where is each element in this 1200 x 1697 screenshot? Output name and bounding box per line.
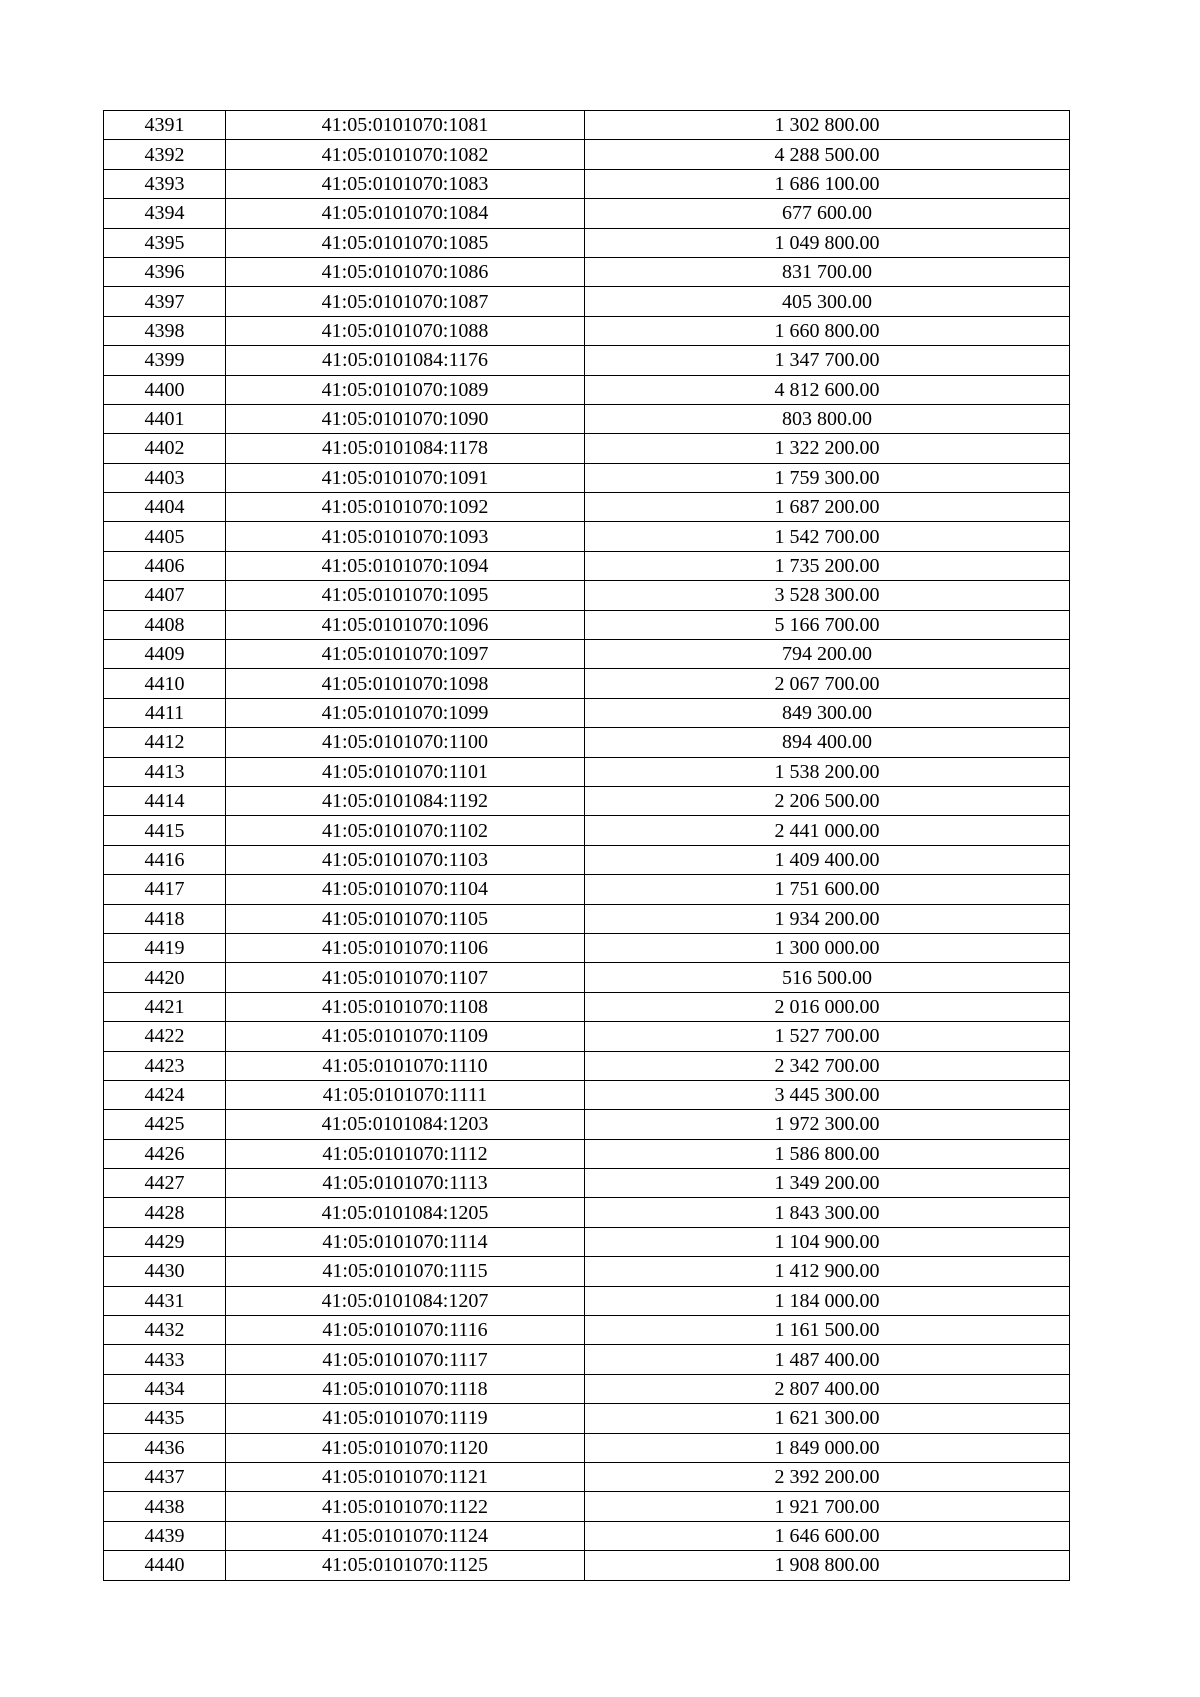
row-number-cell: 4432 <box>104 1316 226 1345</box>
cadastral-number-cell: 41:05:0101070:1110 <box>226 1051 585 1080</box>
table-row <box>104 581 1070 610</box>
cadastral-number-cell: 41:05:0101084:1205 <box>226 1198 585 1227</box>
cadastral-value-cell: 1 646 600.00 <box>585 1521 1070 1550</box>
cadastral-number-cell: 41:05:0101084:1178 <box>226 434 585 463</box>
row-number-cell: 4411 <box>104 698 226 727</box>
row-number-cell: 4435 <box>104 1404 226 1433</box>
cadastral-value-cell: 516 500.00 <box>585 963 1070 992</box>
table-row <box>104 757 1070 786</box>
cadastral-value-cell: 1 349 200.00 <box>585 1169 1070 1198</box>
cadastral-value-cell: 1 751 600.00 <box>585 875 1070 904</box>
table-row <box>104 1433 1070 1462</box>
row-number-cell: 4421 <box>104 992 226 1021</box>
table-row <box>104 1051 1070 1080</box>
cadastral-value-cell: 894 400.00 <box>585 728 1070 757</box>
table-row <box>104 111 1070 140</box>
row-number-cell: 4429 <box>104 1227 226 1256</box>
row-number-cell: 4427 <box>104 1169 226 1198</box>
cadastral-value-cell: 1 735 200.00 <box>585 551 1070 580</box>
table-row <box>104 1462 1070 1491</box>
row-number-cell: 4396 <box>104 257 226 286</box>
table-row <box>104 434 1070 463</box>
cadastral-value-cell: 2 206 500.00 <box>585 786 1070 815</box>
cadastral-number-cell: 41:05:0101070:1107 <box>226 963 585 992</box>
cadastral-value-cell: 1 161 500.00 <box>585 1316 1070 1345</box>
cadastral-number-cell: 41:05:0101084:1203 <box>226 1110 585 1139</box>
cadastral-value-cell: 1 412 900.00 <box>585 1257 1070 1286</box>
cadastral-value-cell: 1 487 400.00 <box>585 1345 1070 1374</box>
cadastral-number-cell: 41:05:0101070:1082 <box>226 140 585 169</box>
cadastral-value-cell: 3 445 300.00 <box>585 1080 1070 1109</box>
cadastral-number-cell: 41:05:0101070:1092 <box>226 493 585 522</box>
table-row <box>104 1345 1070 1374</box>
table-row <box>104 640 1070 669</box>
cadastral-number-cell: 41:05:0101070:1124 <box>226 1521 585 1550</box>
cadastral-value-cell: 1 843 300.00 <box>585 1198 1070 1227</box>
table-row <box>104 1022 1070 1051</box>
cadastral-number-cell: 41:05:0101070:1103 <box>226 845 585 874</box>
table-row <box>104 1227 1070 1256</box>
cadastral-number-cell: 41:05:0101070:1096 <box>226 610 585 639</box>
cadastral-value-cell: 1 184 000.00 <box>585 1286 1070 1315</box>
cadastral-number-cell: 41:05:0101070:1121 <box>226 1462 585 1491</box>
cadastral-value-table <box>103 110 1070 1581</box>
cadastral-number-cell: 41:05:0101070:1113 <box>226 1169 585 1198</box>
table-row <box>104 463 1070 492</box>
table-row <box>104 1080 1070 1109</box>
cadastral-number-cell: 41:05:0101070:1117 <box>226 1345 585 1374</box>
table-row <box>104 375 1070 404</box>
cadastral-number-cell: 41:05:0101070:1122 <box>226 1492 585 1521</box>
cadastral-value-cell: 1 759 300.00 <box>585 463 1070 492</box>
cadastral-value-cell: 4 812 600.00 <box>585 375 1070 404</box>
row-number-cell: 4394 <box>104 199 226 228</box>
row-number-cell: 4395 <box>104 228 226 257</box>
table-row <box>104 698 1070 727</box>
table-row <box>104 1492 1070 1521</box>
table-row <box>104 140 1070 169</box>
cadastral-value-cell: 1 908 800.00 <box>585 1551 1070 1580</box>
row-number-cell: 4414 <box>104 786 226 815</box>
row-number-cell: 4408 <box>104 610 226 639</box>
cadastral-number-cell: 41:05:0101070:1118 <box>226 1374 585 1403</box>
table-row <box>104 316 1070 345</box>
cadastral-number-cell: 41:05:0101070:1094 <box>226 551 585 580</box>
row-number-cell: 4418 <box>104 904 226 933</box>
row-number-cell: 4409 <box>104 640 226 669</box>
cadastral-value-cell: 2 067 700.00 <box>585 669 1070 698</box>
cadastral-number-cell: 41:05:0101070:1089 <box>226 375 585 404</box>
cadastral-number-cell: 41:05:0101070:1099 <box>226 698 585 727</box>
row-number-cell: 4425 <box>104 1110 226 1139</box>
row-number-cell: 4391 <box>104 111 226 140</box>
row-number-cell: 4400 <box>104 375 226 404</box>
table-row <box>104 1139 1070 1168</box>
cadastral-value-cell: 1 538 200.00 <box>585 757 1070 786</box>
cadastral-value-cell: 1 921 700.00 <box>585 1492 1070 1521</box>
cadastral-number-cell: 41:05:0101070:1086 <box>226 257 585 286</box>
row-number-cell: 4406 <box>104 551 226 580</box>
cadastral-value-cell: 405 300.00 <box>585 287 1070 316</box>
cadastral-number-cell: 41:05:0101070:1088 <box>226 316 585 345</box>
table-row <box>104 875 1070 904</box>
cadastral-number-cell: 41:05:0101070:1116 <box>226 1316 585 1345</box>
cadastral-value-cell: 5 166 700.00 <box>585 610 1070 639</box>
cadastral-value-cell: 794 200.00 <box>585 640 1070 669</box>
cadastral-number-cell: 41:05:0101070:1111 <box>226 1080 585 1109</box>
cadastral-number-cell: 41:05:0101070:1114 <box>226 1227 585 1256</box>
row-number-cell: 4402 <box>104 434 226 463</box>
table-row <box>104 1374 1070 1403</box>
row-number-cell: 4440 <box>104 1551 226 1580</box>
cadastral-value-cell: 4 288 500.00 <box>585 140 1070 169</box>
table-row <box>104 904 1070 933</box>
cadastral-value-cell: 2 342 700.00 <box>585 1051 1070 1080</box>
row-number-cell: 4401 <box>104 404 226 433</box>
cadastral-number-cell: 41:05:0101070:1085 <box>226 228 585 257</box>
row-number-cell: 4428 <box>104 1198 226 1227</box>
cadastral-number-cell: 41:05:0101070:1108 <box>226 992 585 1021</box>
row-number-cell: 4420 <box>104 963 226 992</box>
row-number-cell: 4417 <box>104 875 226 904</box>
cadastral-number-cell: 41:05:0101070:1093 <box>226 522 585 551</box>
table-row <box>104 1551 1070 1580</box>
cadastral-number-cell: 41:05:0101084:1207 <box>226 1286 585 1315</box>
cadastral-value-cell: 1 049 800.00 <box>585 228 1070 257</box>
row-number-cell: 4433 <box>104 1345 226 1374</box>
cadastral-value-cell: 2 016 000.00 <box>585 992 1070 1021</box>
cadastral-number-cell: 41:05:0101070:1112 <box>226 1139 585 1168</box>
cadastral-value-cell: 1 849 000.00 <box>585 1433 1070 1462</box>
table-row <box>104 728 1070 757</box>
cadastral-number-cell: 41:05:0101070:1084 <box>226 199 585 228</box>
cadastral-number-cell: 41:05:0101084:1176 <box>226 346 585 375</box>
table-row <box>104 169 1070 198</box>
row-number-cell: 4439 <box>104 1521 226 1550</box>
cadastral-number-cell: 41:05:0101070:1120 <box>226 1433 585 1462</box>
table-row <box>104 669 1070 698</box>
table-row <box>104 199 1070 228</box>
cadastral-value-cell: 803 800.00 <box>585 404 1070 433</box>
table-row <box>104 816 1070 845</box>
table-row <box>104 1316 1070 1345</box>
cadastral-value-cell: 677 600.00 <box>585 199 1070 228</box>
table-row <box>104 551 1070 580</box>
row-number-cell: 4397 <box>104 287 226 316</box>
row-number-cell: 4407 <box>104 581 226 610</box>
table-row <box>104 287 1070 316</box>
row-number-cell: 4438 <box>104 1492 226 1521</box>
row-number-cell: 4419 <box>104 933 226 962</box>
cadastral-value-cell: 1 527 700.00 <box>585 1022 1070 1051</box>
row-number-cell: 4399 <box>104 346 226 375</box>
cadastral-number-cell: 41:05:0101070:1100 <box>226 728 585 757</box>
cadastral-number-cell: 41:05:0101070:1119 <box>226 1404 585 1433</box>
table-row <box>104 933 1070 962</box>
row-number-cell: 4392 <box>104 140 226 169</box>
row-number-cell: 4410 <box>104 669 226 698</box>
cadastral-number-cell: 41:05:0101070:1109 <box>226 1022 585 1051</box>
table-row <box>104 992 1070 1021</box>
row-number-cell: 4404 <box>104 493 226 522</box>
table-row <box>104 610 1070 639</box>
row-number-cell: 4437 <box>104 1462 226 1491</box>
cadastral-value-cell: 1 302 800.00 <box>585 111 1070 140</box>
table-row <box>104 257 1070 286</box>
cadastral-value-cell: 1 542 700.00 <box>585 522 1070 551</box>
cadastral-value-cell: 1 409 400.00 <box>585 845 1070 874</box>
cadastral-value-cell: 2 441 000.00 <box>585 816 1070 845</box>
table-row <box>104 346 1070 375</box>
row-number-cell: 4431 <box>104 1286 226 1315</box>
cadastral-value-cell: 849 300.00 <box>585 698 1070 727</box>
cadastral-value-cell: 831 700.00 <box>585 257 1070 286</box>
row-number-cell: 4412 <box>104 728 226 757</box>
row-number-cell: 4430 <box>104 1257 226 1286</box>
cadastral-value-cell: 1 972 300.00 <box>585 1110 1070 1139</box>
cadastral-number-cell: 41:05:0101070:1091 <box>226 463 585 492</box>
table-row <box>104 493 1070 522</box>
row-number-cell: 4393 <box>104 169 226 198</box>
table-row <box>104 1257 1070 1286</box>
row-number-cell: 4413 <box>104 757 226 786</box>
cadastral-number-cell: 41:05:0101070:1098 <box>226 669 585 698</box>
cadastral-number-cell: 41:05:0101070:1105 <box>226 904 585 933</box>
table-row <box>104 845 1070 874</box>
row-number-cell: 4424 <box>104 1080 226 1109</box>
cadastral-value-cell: 1 586 800.00 <box>585 1139 1070 1168</box>
cadastral-value-cell: 1 347 700.00 <box>585 346 1070 375</box>
cadastral-number-cell: 41:05:0101070:1087 <box>226 287 585 316</box>
cadastral-number-cell: 41:05:0101070:1090 <box>226 404 585 433</box>
row-number-cell: 4422 <box>104 1022 226 1051</box>
row-number-cell: 4426 <box>104 1139 226 1168</box>
table-row <box>104 1521 1070 1550</box>
cadastral-number-cell: 41:05:0101070:1104 <box>226 875 585 904</box>
table-body <box>104 111 1070 1581</box>
cadastral-number-cell: 41:05:0101070:1083 <box>226 169 585 198</box>
cadastral-value-cell: 1 621 300.00 <box>585 1404 1070 1433</box>
table-row <box>104 522 1070 551</box>
table-row <box>104 1198 1070 1227</box>
cadastral-value-cell: 1 660 800.00 <box>585 316 1070 345</box>
table-row <box>104 1404 1070 1433</box>
table-row <box>104 1110 1070 1139</box>
row-number-cell: 4405 <box>104 522 226 551</box>
cadastral-number-cell: 41:05:0101070:1125 <box>226 1551 585 1580</box>
cadastral-value-cell: 1 686 100.00 <box>585 169 1070 198</box>
cadastral-value-cell: 1 300 000.00 <box>585 933 1070 962</box>
row-number-cell: 4416 <box>104 845 226 874</box>
row-number-cell: 4415 <box>104 816 226 845</box>
cadastral-number-cell: 41:05:0101070:1102 <box>226 816 585 845</box>
row-number-cell: 4434 <box>104 1374 226 1403</box>
row-number-cell: 4423 <box>104 1051 226 1080</box>
table-row <box>104 228 1070 257</box>
cadastral-value-cell: 1 687 200.00 <box>585 493 1070 522</box>
table-row <box>104 1169 1070 1198</box>
cadastral-number-cell: 41:05:0101070:1097 <box>226 640 585 669</box>
cadastral-number-cell: 41:05:0101070:1115 <box>226 1257 585 1286</box>
row-number-cell: 4398 <box>104 316 226 345</box>
cadastral-number-cell: 41:05:0101070:1101 <box>226 757 585 786</box>
row-number-cell: 4403 <box>104 463 226 492</box>
table-row <box>104 963 1070 992</box>
cadastral-number-cell: 41:05:0101070:1095 <box>226 581 585 610</box>
cadastral-number-cell: 41:05:0101070:1106 <box>226 933 585 962</box>
cadastral-value-cell: 2 392 200.00 <box>585 1462 1070 1491</box>
cadastral-value-cell: 1 104 900.00 <box>585 1227 1070 1256</box>
table-row <box>104 1286 1070 1315</box>
cadastral-value-cell: 2 807 400.00 <box>585 1374 1070 1403</box>
cadastral-value-cell: 1 934 200.00 <box>585 904 1070 933</box>
table-row <box>104 404 1070 433</box>
table-row <box>104 786 1070 815</box>
cadastral-value-cell: 3 528 300.00 <box>585 581 1070 610</box>
cadastral-number-cell: 41:05:0101070:1081 <box>226 111 585 140</box>
cadastral-number-cell: 41:05:0101084:1192 <box>226 786 585 815</box>
row-number-cell: 4436 <box>104 1433 226 1462</box>
cadastral-value-cell: 1 322 200.00 <box>585 434 1070 463</box>
